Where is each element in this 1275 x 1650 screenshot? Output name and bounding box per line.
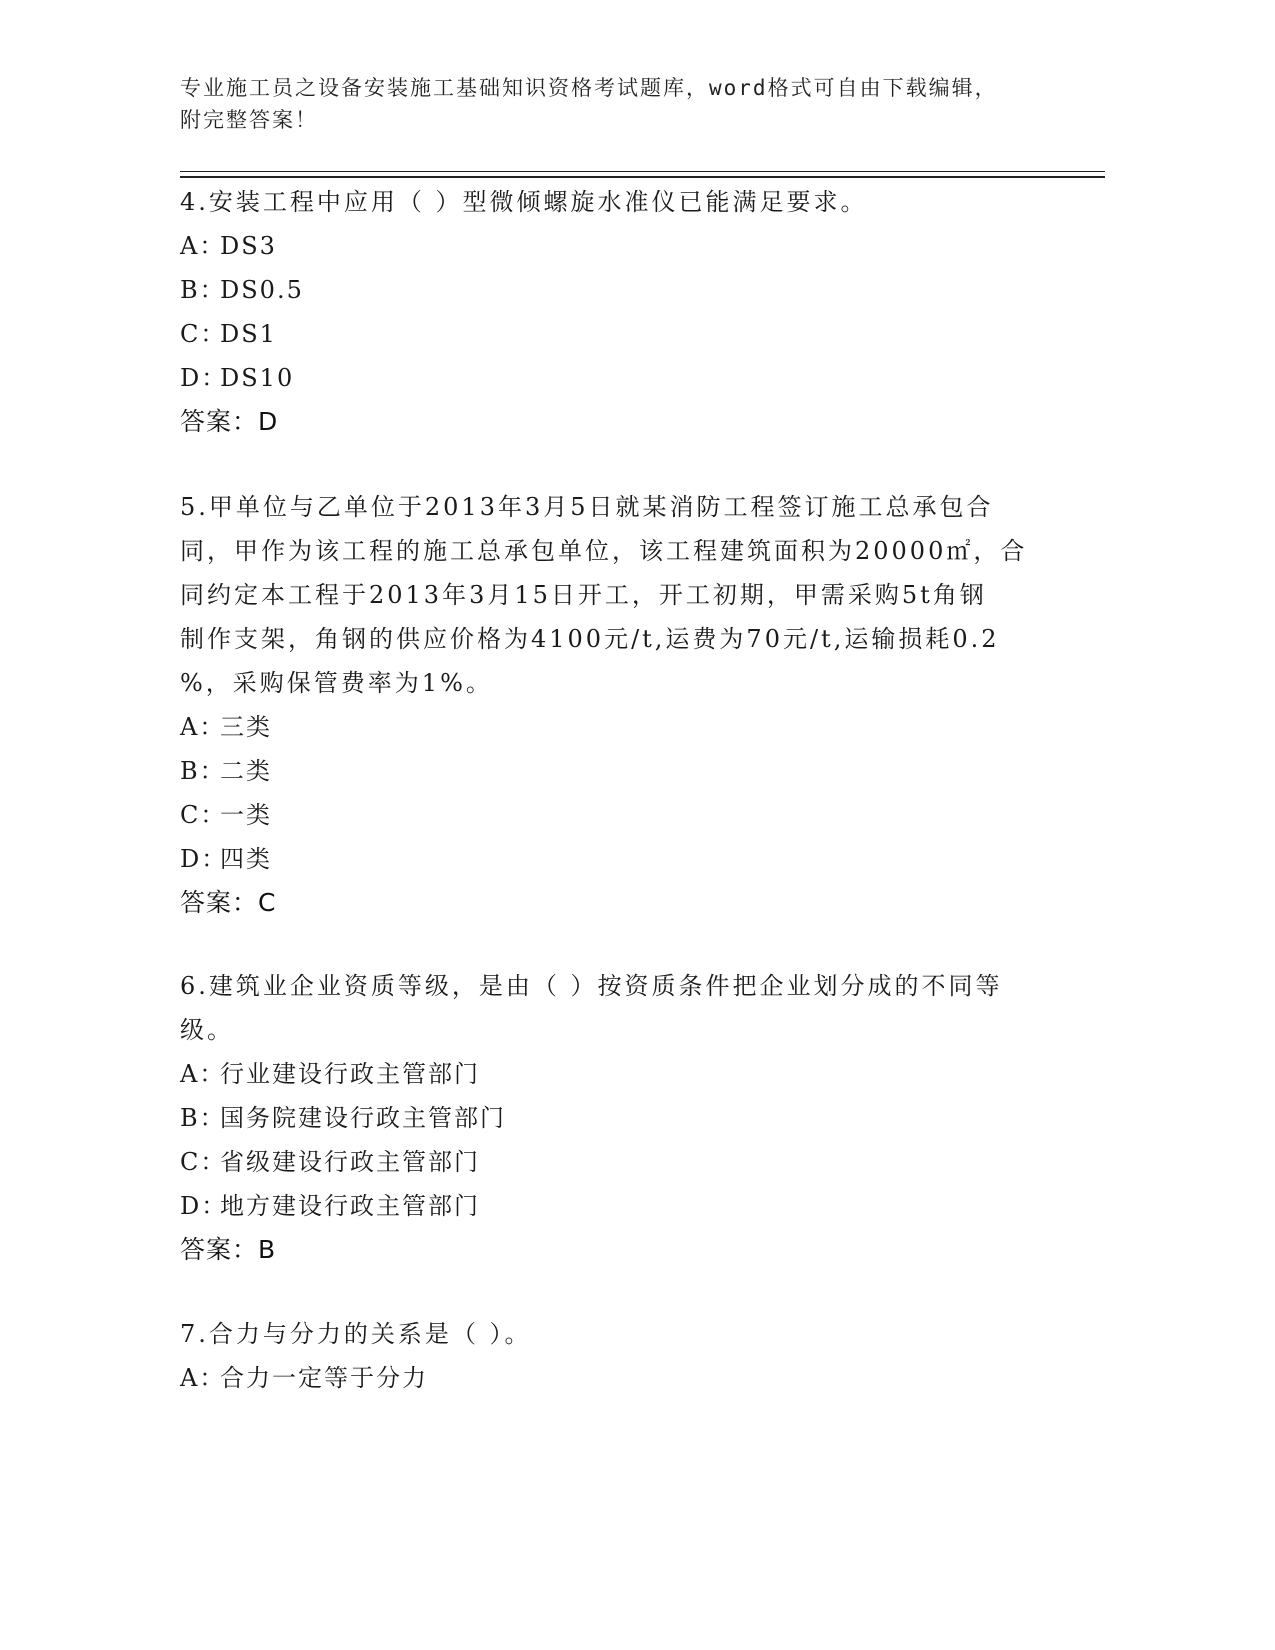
- option-key: C：: [180, 801, 227, 829]
- option-key: A：: [180, 1060, 226, 1088]
- header-divider-thin: [180, 171, 1105, 172]
- option-key: D：: [180, 364, 228, 392]
- option-text: 一类: [220, 801, 272, 829]
- option-text: 省级建设行政主管部门: [220, 1148, 480, 1176]
- question-5: [180, 485, 1040, 925]
- question-stem-line: 同约定本工程于2013年3月15日开工，开工初期，甲需采购5t角钢: [180, 581, 987, 609]
- option-key: D：: [180, 1192, 228, 1220]
- option-key: B：: [180, 757, 226, 785]
- answer-line: 答案：B: [180, 1235, 277, 1264]
- option-b: [180, 1096, 1040, 1140]
- header-line-1: 专业施工员之设备安装施工基础知识资格考试题库，word格式可自由下载编辑，: [180, 76, 998, 100]
- document-header: [180, 72, 1060, 136]
- question-stem-line: %，采购保管费率为1%。: [180, 669, 493, 697]
- option-a: [180, 705, 1040, 749]
- option-c: [180, 793, 1040, 837]
- option-a: [180, 1052, 1040, 1096]
- option-a: [180, 1356, 1040, 1400]
- option-text: 二类: [220, 757, 272, 785]
- option-key: A：: [180, 713, 226, 741]
- answer-line: 答案：D: [180, 407, 279, 436]
- option-text: 合力一定等于分力: [220, 1364, 428, 1392]
- option-key: A：: [180, 1364, 226, 1392]
- header-line-2: 附完整答案！: [180, 108, 318, 132]
- option-b: [180, 749, 1040, 793]
- question-stem: 4.安装工程中应用（ ）型微倾螺旋水准仪已能满足要求。: [180, 188, 868, 216]
- question-stem-line: 5.甲单位与乙单位于2013年3月5日就某消防工程签订施工总承包合: [180, 493, 994, 521]
- option-text: 四类: [220, 845, 272, 873]
- header-divider-thick: [180, 176, 1105, 178]
- option-key: C：: [180, 1148, 227, 1176]
- option-d: [180, 1184, 1040, 1228]
- option-a: [180, 224, 1040, 268]
- option-key: A：: [180, 232, 226, 260]
- option-key: C：: [180, 320, 227, 348]
- question-stem-line: 同，甲作为该工程的施工总承包单位，该工程建筑面积为20000㎡，合: [180, 537, 1028, 565]
- option-text: 三类: [220, 713, 272, 741]
- option-d: [180, 837, 1040, 881]
- option-key: B：: [180, 1104, 226, 1132]
- question-stem-line: 制作支架，角钢的供应价格为4100元/t,运费为70元/t,运输损耗0.2: [180, 625, 1000, 653]
- option-b: [180, 268, 1040, 312]
- question-6: [180, 964, 1040, 1272]
- question-stem: 7.合力与分力的关系是（ ）。: [180, 1320, 532, 1348]
- option-text: 行业建设行政主管部门: [220, 1060, 480, 1088]
- option-text: DS3: [220, 232, 277, 260]
- question-4: [180, 180, 1040, 444]
- option-text: DS1: [220, 320, 277, 348]
- option-text: DS10: [220, 364, 295, 392]
- option-text: 国务院建设行政主管部门: [220, 1104, 506, 1132]
- option-text: 地方建设行政主管部门: [220, 1192, 480, 1220]
- question-stem-line: 级。: [180, 1016, 234, 1044]
- question-stem-line: 6.建筑业企业资质等级，是由（ ）按资质条件把企业划分成的不同等: [180, 972, 1003, 1000]
- option-text: DS0.5: [220, 276, 304, 304]
- option-key: B：: [180, 276, 226, 304]
- option-key: D：: [180, 845, 228, 873]
- option-d: [180, 356, 1040, 400]
- question-7: [180, 1312, 1040, 1400]
- option-c: [180, 1140, 1040, 1184]
- option-c: [180, 312, 1040, 356]
- answer-line: 答案：C: [180, 888, 277, 917]
